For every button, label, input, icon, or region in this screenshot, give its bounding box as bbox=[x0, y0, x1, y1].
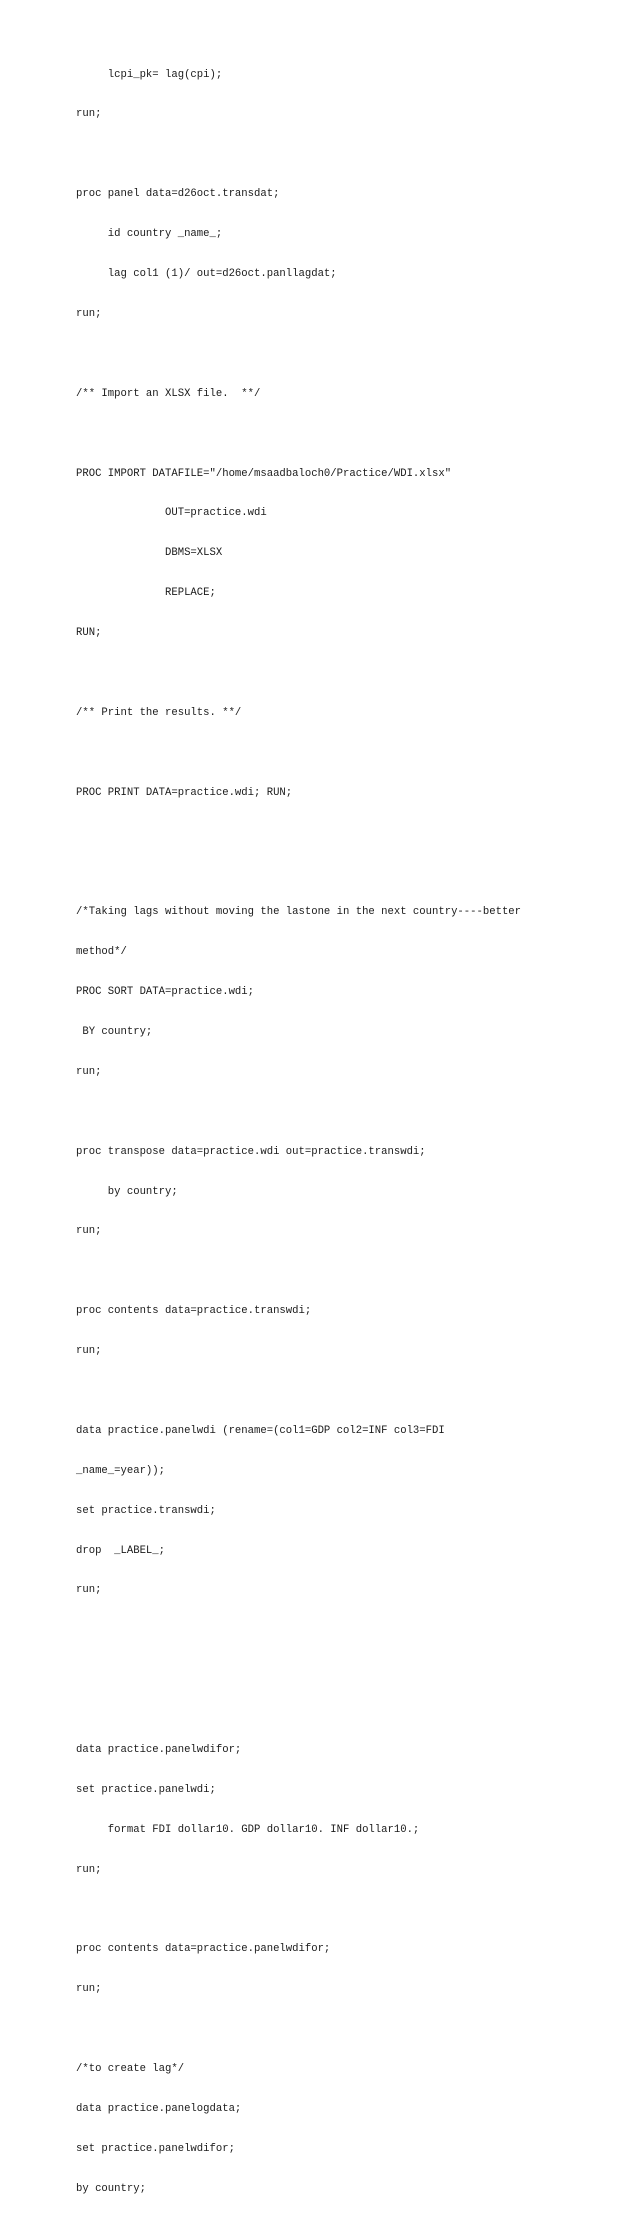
code-line bbox=[76, 1265, 616, 1278]
code-line: run; bbox=[76, 1345, 102, 1358]
code-line bbox=[76, 1904, 616, 1917]
code-line bbox=[76, 348, 616, 361]
code-line: run; bbox=[76, 307, 102, 320]
code-line bbox=[76, 1664, 616, 1677]
code-line: OUT=practice.wdi bbox=[76, 507, 267, 520]
code-line bbox=[76, 1624, 616, 1637]
code-line: set practice.transwdi; bbox=[76, 1504, 216, 1517]
code-line: method*/ bbox=[76, 946, 127, 959]
code-line bbox=[76, 866, 616, 879]
code-listing bbox=[76, 42, 616, 2223]
code-line: run; bbox=[76, 1983, 102, 1996]
code-line: proc contents data=practice.panelwdifor; bbox=[76, 1943, 331, 1956]
code-line: id country _name_; bbox=[76, 228, 223, 241]
code-line: lcpi_pk= lag(cpi); bbox=[76, 68, 223, 81]
code-line bbox=[76, 1704, 616, 1717]
code-line: data practice.panelwdi (rename=(col1=GDP col2=INF col3=FDI bbox=[76, 1424, 445, 1437]
code-line: drop _LABEL_; bbox=[76, 1544, 166, 1557]
code-line: _name_=year)); bbox=[76, 1464, 166, 1477]
code-line bbox=[76, 428, 616, 441]
code-line: set practice.panelwdi; bbox=[76, 1783, 216, 1796]
code-line bbox=[76, 2023, 616, 2036]
code-line bbox=[76, 148, 616, 161]
code-line bbox=[76, 667, 616, 680]
code-line: run; bbox=[76, 1584, 102, 1597]
code-line: BY country; bbox=[76, 1025, 153, 1038]
code-line: proc contents data=practice.transwdi; bbox=[76, 1305, 312, 1318]
code-line: PROC SORT DATA=practice.wdi; bbox=[76, 986, 255, 999]
code-line: data practice.panelogdata; bbox=[76, 2103, 242, 2116]
code-line: format FDI dollar10. GDP dollar10. INF dollar10.; bbox=[76, 1823, 420, 1836]
code-line: DBMS=XLSX bbox=[76, 547, 223, 560]
code-line: PROC IMPORT DATAFILE="/home/msaadbaloch0/Practice/WDI.xlsx" bbox=[76, 467, 452, 480]
code-line: data practice.panelwdifor; bbox=[76, 1744, 242, 1756]
code-line: set practice.panelwdifor; bbox=[76, 2142, 235, 2155]
code-line: run; bbox=[76, 1225, 102, 1238]
code-line bbox=[76, 1106, 616, 1119]
code-line: /** Print the results. **/ bbox=[76, 706, 242, 719]
code-line: by country; bbox=[76, 1185, 178, 1198]
code-line: by country; bbox=[76, 2182, 146, 2195]
code-line: run; bbox=[76, 1065, 102, 1078]
code-line: /** Import an XLSX file. **/ bbox=[76, 387, 261, 400]
code-line: PROC PRINT DATA=practice.wdi; RUN; bbox=[76, 786, 293, 799]
code-line: REPLACE; bbox=[76, 587, 216, 600]
code-line: run; bbox=[76, 1863, 102, 1876]
code-line bbox=[76, 1385, 616, 1398]
code-line bbox=[76, 747, 616, 760]
code-line: RUN; bbox=[76, 627, 102, 640]
code-line: /*Taking lags without moving the lastone in the next country----better bbox=[76, 906, 522, 919]
code-line bbox=[76, 827, 616, 840]
code-line: proc transpose data=practice.wdi out=practice.transwdi; bbox=[76, 1145, 426, 1158]
code-line: run; bbox=[76, 108, 102, 121]
code-line: proc panel data=d26oct.transdat; bbox=[76, 188, 280, 201]
code-line: lag col1 (1)/ out=d26oct.panllagdat; bbox=[76, 268, 337, 281]
code-line: /*to create lag*/ bbox=[76, 2063, 185, 2076]
